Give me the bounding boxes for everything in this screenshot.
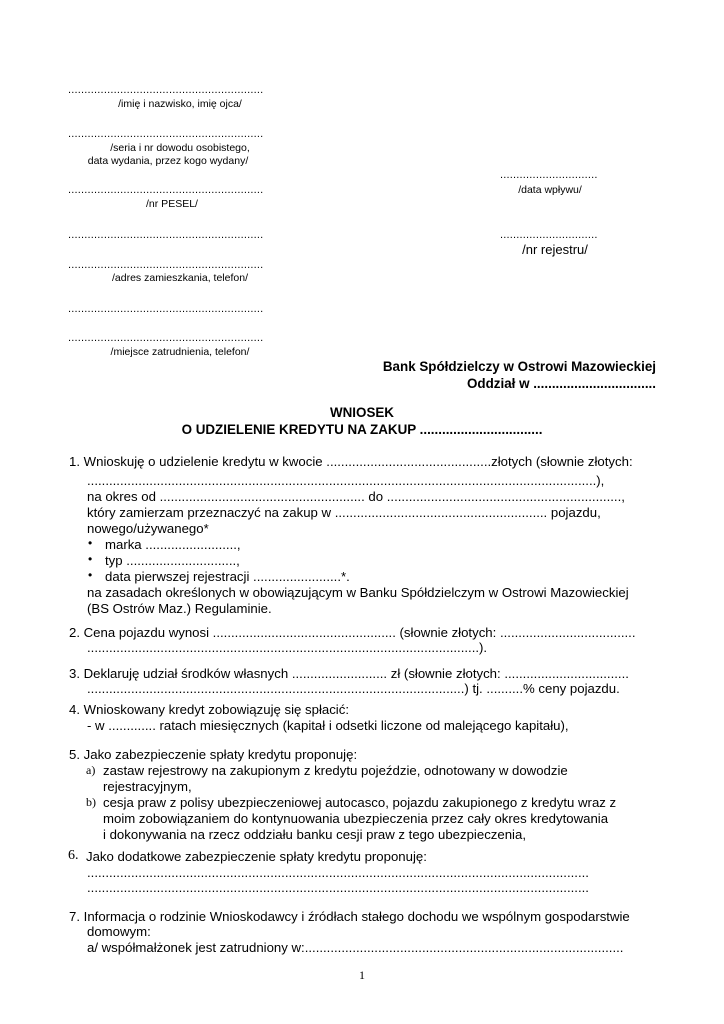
- document-subtitle: O UDZIELENIE KREDYTU NA ZAKUP .................................: [181, 422, 543, 437]
- s7-line3[interactable]: a/ współmałżonek jest zatrudniony w:.......................................................................................: [87, 940, 624, 955]
- s3-line2[interactable]: .......................................................................................................) tj. ..........% ceny pojazdu.: [87, 681, 620, 696]
- s1-purchase-place[interactable]: który zamierzam przeznaczyć na zakup w .......................................................... pojazdu,: [87, 505, 601, 520]
- applicant-name-line[interactable]: ............................................................: [68, 84, 264, 96]
- pesel-line[interactable]: ............................................................: [68, 184, 264, 196]
- receipt-date-line[interactable]: ..............................: [500, 169, 598, 181]
- s1-period[interactable]: na okres od ........................................................ do ................................................................,: [87, 489, 625, 504]
- id-card-caption-line1: /seria i nr dowodu osobistego,: [110, 142, 250, 154]
- employment-caption: /miejsce zatrudnienia, telefon/: [110, 346, 250, 358]
- s6-number: 6.: [68, 848, 79, 863]
- s5-line1: 5. Jako zabezpieczenie spłaty kredytu proponuję:: [69, 747, 358, 762]
- address-line-2[interactable]: ............................................................: [68, 259, 264, 271]
- s1-brand[interactable]: marka .........................,: [105, 537, 241, 552]
- s5-b-line3: i dokonywania na rzecz oddziału banku cesji praw z tego ubezpieczenia,: [103, 827, 526, 842]
- s4-line1: 4. Wnioskowany kredyt zobowiązuję się spłacić:: [69, 702, 349, 717]
- bank-name: Bank Spółdzielczy w Ostrowi Mazowieckiej: [382, 359, 656, 374]
- employment-line-2[interactable]: ............................................................: [68, 332, 264, 344]
- address-line-1[interactable]: ............................................................: [68, 229, 264, 241]
- document-title: WNIOSEK: [330, 405, 394, 420]
- s5-b-line1: cesja praw z polisy ubezpieczeniowej autocasco, pojazdu zakupionego z kredytu wraz z: [103, 795, 617, 810]
- s3-line1[interactable]: 3. Deklaruję udział środków własnych .......................... zł (słownie złotych: ..................................: [69, 666, 629, 681]
- bullet-icon: •: [88, 536, 93, 550]
- bullet-icon: •: [88, 568, 93, 582]
- s5-a-line2: rejestracyjnym,: [103, 779, 192, 794]
- s1-line1: 1. Wnioskuję o udzielenie kredytu w kwocie .............................................złotych (słownie złotych:: [69, 454, 633, 469]
- id-card-caption-line2: data wydania, przez kogo wydany/: [87, 155, 249, 167]
- s7-line2: domowym:: [87, 924, 151, 939]
- s1-regulation-line1: na zasadach określonych w obowiązującym w Banku Spółdzielczym w Ostrowi Mazowieckiej: [87, 585, 629, 600]
- s5-a-label: a): [86, 763, 96, 777]
- s6-line1: Jako dodatkowe zabezpieczenie spłaty kredytu proponuję:: [86, 849, 427, 864]
- id-card-line[interactable]: ............................................................: [68, 128, 264, 140]
- s1-type[interactable]: typ ..............................,: [105, 553, 240, 568]
- s5-b-line2: moim zobowiązaniem do kontynuowania ubezpieczenia przez cały okres kredytowania: [103, 811, 609, 826]
- s1-regulation-line2: (BS Ostrów Maz.) Regulaminie.: [87, 601, 272, 616]
- s5-b-label: b): [86, 795, 96, 809]
- applicant-name-caption: /imię i nazwisko, imię ojca/: [118, 98, 242, 110]
- receipt-date-caption: /data wpływu/: [518, 184, 582, 196]
- s7-line1: 7. Informacja o rodzinie Wnioskodawcy i źródłach stałego dochodu we wspólnym gospodarstwie: [69, 909, 630, 924]
- pesel-caption: /nr PESEL/: [146, 198, 198, 210]
- s1-new-used: nowego/używanego*: [87, 521, 209, 536]
- s6-line2[interactable]: .........................................................................................................................................: [87, 865, 589, 880]
- page-number: 1: [359, 968, 365, 982]
- s6-line3[interactable]: .........................................................................................................................................: [87, 880, 589, 895]
- s1-first-registration[interactable]: data pierwszej rejestracji ........................*.: [105, 569, 350, 584]
- employment-line-1[interactable]: ............................................................: [68, 303, 264, 315]
- s5-a-line1: zastaw rejestrowy na zakupionym z kredytu pojeździe, odnotowany w dowodzie: [103, 763, 568, 778]
- s4-line2[interactable]: - w ............. ratach miesięcznych (kapitał i odsetki liczone od malejącego kapitału),: [87, 718, 569, 733]
- s1-amount-words[interactable]: ...........................................................................................................................................),: [87, 473, 605, 488]
- s2-line1[interactable]: 2. Cena pojazdu wynosi .................................................. (słownie złotych: .....................................: [69, 625, 636, 640]
- address-caption: /adres zamieszkania, telefon/: [112, 272, 248, 284]
- bullet-icon: •: [88, 552, 93, 566]
- register-number-line[interactable]: ..............................: [500, 229, 598, 241]
- register-number-caption: /nr rejestru/: [522, 242, 588, 257]
- s2-line2[interactable]: ...........................................................................................................).: [87, 640, 488, 655]
- bank-branch[interactable]: Oddział w .................................: [467, 376, 656, 391]
